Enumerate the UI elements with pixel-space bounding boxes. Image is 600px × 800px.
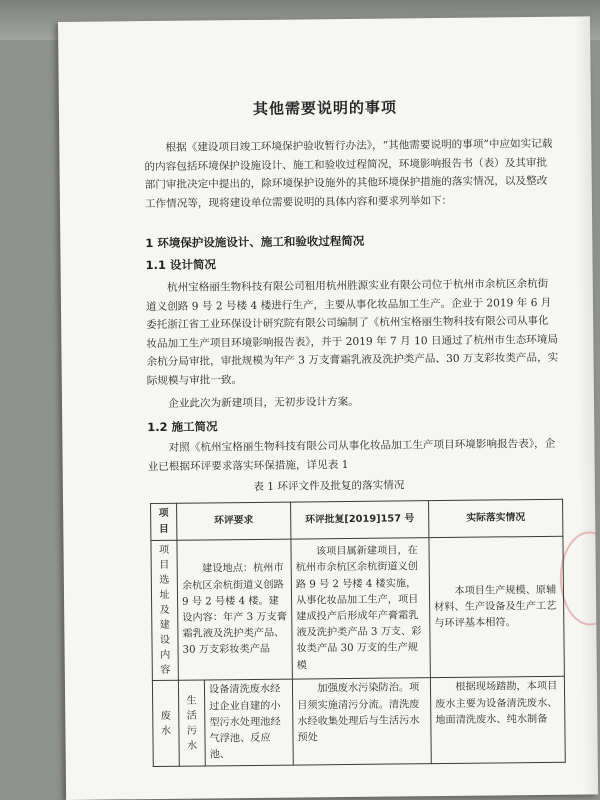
row-item-label: 废水 bbox=[152, 681, 179, 767]
header-actual: 实际落实情况 bbox=[429, 499, 563, 538]
row-approval: 该项目属新建项目，在杭州市余杭区余杭街道义创路 9 号 2 号楼 4 楼实施，从事化妆品加工生产，项目建成投产后形成年产膏霜乳液及洗护类产品 3 万支、彩妆类产品 30 万支的生产规模 bbox=[291, 538, 430, 679]
row-actual: 本项目生产规模、原辅材料、生产设备及生产工艺与环评基本相符。 bbox=[429, 537, 564, 678]
row-requirement: 设备清洗废水经过企业自建的小型污水处理池经气浮池、反应池、 bbox=[204, 679, 293, 766]
design-paragraph: 杭州宝格丽生物科技有限公司租用杭州胜源实业有限公司位于杭州市余杭区余杭街道义创路 9 号 2 号楼 4 楼进行生产，主要从事化妆品加工生产。企业于 2019 年 6 月委托浙江省工业环保设计研究院有限公司编制了《杭州宝格丽生物科技有限公司从事化妆品加工生产项目环境影响报告表》，并于 2019 年 7 月 10 日通过了杭州市生态环境局余杭分局审批，审批规模为年产 3 万支膏霜乳液及洗护类产品、30 万支彩妆类产品，实际规模与审批一致。 bbox=[145, 277, 559, 388]
row-approval: 加强废水污染防治。项目须实施清污分流。清洗废水经收集处理后与生活污水预处 bbox=[292, 678, 431, 765]
design-note-paragraph: 企业此次为新建项目，无初步设计方案。 bbox=[168, 395, 359, 410]
section-1-1-heading: 1.1 设计简况 bbox=[145, 257, 217, 273]
header-item: 项目 bbox=[151, 503, 177, 541]
table-caption: 表 1 环评文件及批复的落实情况 bbox=[253, 479, 405, 493]
header-approval: 环评批复[2019]157 号 bbox=[291, 501, 429, 540]
page-edge-shadow bbox=[574, 16, 598, 794]
document-page bbox=[58, 16, 598, 800]
intro-paragraph: 根据《建设项目竣工环境保护验收暂行办法》，“其他需要说明的事项”中应如实记载的内容包括环境保护设施设计、施工和验收过程简况，环境影响报告书（表）及其审批部门审批决定中提出的，除环境保护设施外的其他环境保护措施的落实情况，以及整改工作情况等，现将建设单位需要说明的具体内容和要求列举如下： bbox=[144, 137, 553, 210]
document-title: 其他需要说明的事项 bbox=[252, 98, 398, 118]
row-item-label: 项目选址及建设内容 bbox=[151, 541, 178, 681]
table-row bbox=[151, 537, 564, 681]
section-1-2-heading: 1.2 施工简况 bbox=[147, 419, 218, 435]
construction-paragraph: 对照《杭州宝格丽生物科技有限公司从事化妆品加工生产项目环境影响报告表》，企业已根据环评要求落实环保措施，详见表 1 bbox=[147, 437, 556, 473]
section-1-heading: 1 环境保护设施设计、施工和验收过程简况 bbox=[145, 233, 365, 251]
red-seal-stamp bbox=[559, 531, 598, 626]
implementation-table bbox=[150, 499, 566, 768]
row-requirement: 建设地点：杭州市余杭区余杭街道义创路 9 号 2 号楼 4 楼。建设内容：年产 3 万支膏霜乳液及洗护类产品、30 万支彩妆类产品 bbox=[177, 539, 292, 680]
table-row bbox=[152, 677, 565, 767]
table-header-row bbox=[151, 499, 563, 541]
header-requirement: 环评要求 bbox=[177, 502, 291, 541]
row-sub-item-label: 生活污水 bbox=[178, 680, 205, 766]
row-actual: 根据现场踏勘，本项目废水主要为设备清洗废水、地面清洗废水、纯水制备 bbox=[430, 677, 565, 764]
